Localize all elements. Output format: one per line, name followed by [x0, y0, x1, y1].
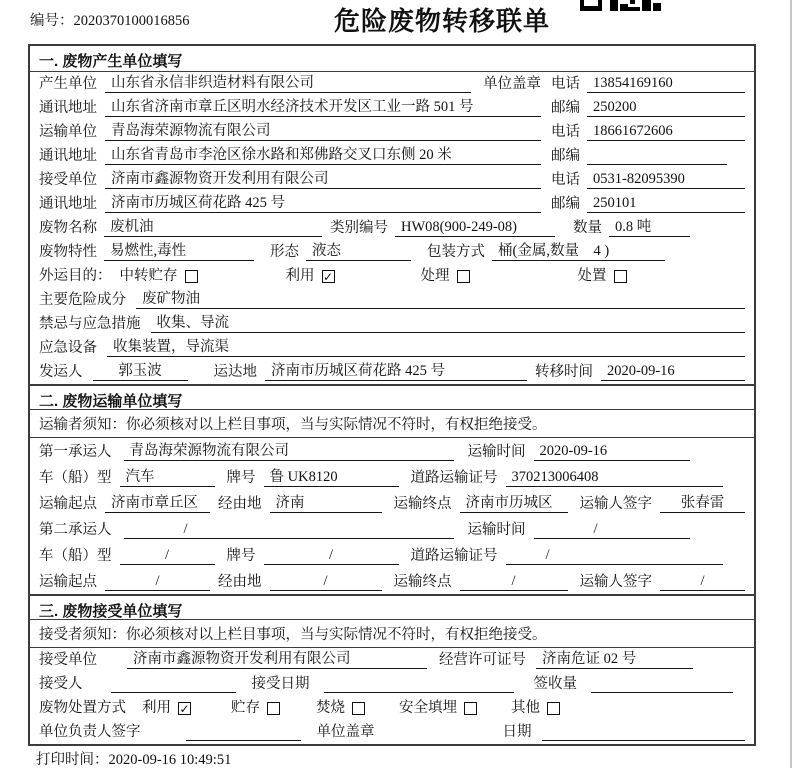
end2-value: / [460, 573, 568, 591]
section3-notice: 接受者须知：你必须核对以上栏目事项，当与实际情况不符时，有权拒绝接受。 [30, 620, 754, 648]
end2-label: 运输终点 [393, 574, 452, 590]
print-time [36, 748, 231, 769]
category-value: HW08(900-249-08) [395, 219, 555, 237]
disposal-option-incinerate: 焚烧 [316, 696, 365, 717]
sign1-value: 张春雷 [660, 491, 745, 513]
sign2-value: / [660, 573, 745, 591]
packaging-value: 桶(金属,数量 4 ) [492, 239, 665, 261]
form-value: 液态 [306, 239, 411, 261]
accept-person-label: 接受人 [39, 676, 83, 692]
quantity-label: 数量 [573, 220, 602, 236]
row-receiver-unit [30, 168, 754, 192]
row-responsible-sign [30, 720, 754, 744]
transfer-time-value: 2020-09-16 [601, 363, 745, 381]
checkbox-disposal-other [547, 702, 560, 715]
receiver-label: 接受单位 [39, 172, 97, 188]
disposal-option-landfill: 安全填埋 [399, 696, 477, 717]
responsible-sign-value [186, 740, 301, 741]
row-taboo-measures [30, 312, 754, 336]
checkbox-dispose [614, 270, 627, 283]
sign1-label: 运输人签字 [579, 496, 652, 512]
purpose-label: 外运目的： [39, 268, 112, 284]
carrier-value: 青岛海荣源物流有限公司 [105, 119, 541, 141]
row-producer-address [30, 96, 754, 120]
via1-value: 济南 [270, 491, 382, 513]
purpose-option-dispose: 处置 [578, 264, 627, 285]
row-route-1 [30, 490, 754, 516]
plate1-label: 牌号 [226, 470, 256, 486]
via2-value: / [270, 573, 382, 591]
qr-code-fragment [580, 0, 662, 11]
packaging-label: 包装方式 [427, 244, 485, 260]
carrier2-value: / [124, 521, 454, 539]
end1-label: 运输终点 [393, 496, 452, 512]
trait-value: 易燃性,毒性 [104, 239, 254, 261]
equipment-label: 应急设备 [39, 340, 97, 356]
manifest-table [28, 44, 756, 746]
phone3-value: 0531-82095390 [587, 171, 745, 189]
row-emergency-equipment [30, 336, 754, 360]
waste-name-value: 废机油 [104, 215, 322, 237]
row-producer [30, 72, 754, 96]
phone1-label: 电话 [551, 76, 580, 92]
plate2-label: 牌号 [226, 548, 256, 564]
sign2-label: 运输人签字 [579, 574, 652, 590]
vehicle1-value: 汽车 [120, 465, 215, 487]
disposal-label: 废物处置方式 [39, 700, 126, 716]
row-waste-trait [30, 240, 754, 264]
carrier-label: 运输单位 [39, 124, 97, 140]
plate1-value: 鲁 UK8120 [264, 465, 399, 487]
license-label: 经营许可证号 [439, 652, 526, 668]
hazard-label: 主要危险成分 [39, 292, 126, 308]
row-transport-unit [30, 120, 754, 144]
row-accept-unit [30, 648, 754, 672]
zip3-label: 邮编 [551, 196, 580, 212]
zip1-label: 邮编 [551, 100, 580, 116]
checkbox-disposal-store [267, 702, 280, 715]
addr1-label: 通讯地址 [39, 100, 97, 116]
row-transport-address [30, 144, 754, 168]
disposal-option-other: 其他 [511, 696, 560, 717]
plate2-value: / [264, 547, 399, 565]
checkbox-disposal-utilize-checked: ✓ [179, 702, 190, 716]
start1-label: 运输起点 [39, 496, 97, 512]
time2-label: 运输时间 [467, 522, 526, 538]
phone2-value: 18661672606 [587, 123, 745, 141]
road2-value: / [506, 547, 724, 565]
row-receiver-address [30, 192, 754, 216]
vehicle1-label: 车（船）型 [39, 470, 112, 486]
category-label: 类别编号 [330, 220, 388, 236]
section3-header: 三. 废物接受单位填写 [30, 594, 754, 620]
road1-value: 370213006408 [506, 469, 724, 487]
time1-label: 运输时间 [467, 444, 526, 460]
taboo-label: 禁忌与应急措施 [39, 316, 141, 332]
via1-label: 经由地 [218, 496, 262, 512]
section1-header: 一. 废物产生单位填写 [30, 46, 754, 72]
receiver-value: 济南市鑫源物资开发利用有限公司 [105, 167, 541, 189]
end1-value: 济南市历城区 [460, 491, 568, 513]
row-waste-name [30, 216, 754, 240]
section2-notice: 运输者须知：你必须核对以上栏目事项，当与实际情况不符时，有权拒绝接受。 [30, 410, 754, 438]
print-time-label: 打印时间： [36, 752, 109, 768]
accept-date-label: 接受日期 [251, 676, 310, 692]
print-time-value: 2020-09-16 10:49:51 [108, 752, 232, 768]
start1-value: 济南市章丘区 [105, 491, 210, 513]
date2-label: 日期 [502, 724, 532, 740]
dest-label: 运达地 [213, 364, 257, 380]
time2-value: / [534, 521, 691, 539]
addr3-label: 通讯地址 [39, 196, 97, 212]
quantity-value: 0.8 吨 [609, 215, 690, 237]
disposal-option-store: 贮存 [231, 696, 280, 717]
addr1-value: 山东省济南市章丘区明水经济技术开发区工业一路 501 号 [105, 95, 541, 117]
addr2-value: 山东省青岛市李沧区徐水路和郑佛路交叉口东侧 20 米 [105, 143, 541, 165]
carrier2-label: 第二承运人 [39, 522, 112, 538]
accept-unit-label: 接受单位 [39, 652, 97, 668]
serial-number: 2020370100016856 [73, 13, 190, 29]
checkbox-disposal-landfill [464, 702, 477, 715]
scan-page-edge [790, 0, 792, 768]
shipper-label: 发运人 [39, 364, 83, 380]
row-second-carrier [30, 516, 754, 542]
row-first-carrier [30, 438, 754, 464]
purpose-option-treat: 处理 [421, 264, 470, 285]
row-shipper [30, 360, 754, 384]
start2-label: 运输起点 [39, 574, 97, 590]
document-title: 危险废物转移联单 [333, 6, 550, 36]
checkbox-disposal-incinerate [352, 702, 365, 715]
row-disposal-method [30, 696, 754, 720]
row-route-2 [30, 568, 754, 594]
amount-value [591, 692, 733, 693]
trait-label: 废物特性 [39, 244, 97, 260]
purpose-option-utilize: 利用 ✓ [285, 268, 334, 284]
phone2-label: 电话 [551, 124, 580, 140]
transfer-time-label: 转移时间 [535, 364, 593, 380]
addr3-value: 济南市历城区荷花路 425 号 [105, 191, 541, 213]
accept-unit-value: 济南市鑫源物资开发利用有限公司 [127, 647, 427, 669]
phone1-value: 13854169160 [587, 75, 745, 93]
zip2-value [587, 164, 727, 165]
carrier1-value: 青岛海荣源物流有限公司 [124, 439, 454, 461]
checkbox-utilize-checked: ✓ [322, 270, 334, 284]
unit-seal2-label: 单位盖章 [316, 724, 375, 740]
phone3-label: 电话 [551, 172, 580, 188]
row-transfer-purpose [30, 264, 754, 288]
serial-label: 编号： [30, 13, 74, 29]
checkbox-treat [457, 270, 470, 283]
accept-date-value [324, 692, 514, 693]
row-vehicle-1 [30, 464, 754, 490]
producer-value: 山东省永信非织造材料有限公司 [105, 71, 471, 93]
vehicle2-label: 车（船）型 [39, 548, 112, 564]
accept-person-value [111, 692, 236, 693]
row-hazard-component [30, 288, 754, 312]
zip1-value: 250200 [587, 99, 745, 117]
amount-label: 签收量 [533, 676, 577, 692]
zip2-label: 邮编 [551, 148, 580, 164]
section2-header: 二. 废物运输单位填写 [30, 384, 754, 410]
carrier1-label: 第一承运人 [39, 444, 112, 460]
taboo-value: 收集、导流 [151, 311, 746, 333]
date2-value [542, 740, 746, 741]
start2-value: / [105, 573, 210, 591]
hazard-value: 废矿物油 [136, 287, 745, 309]
via2-label: 经由地 [218, 574, 262, 590]
disposal-option-utilize: 利用 ✓ [142, 700, 190, 716]
row-accept-person [30, 672, 754, 696]
purpose-option-storage: 中转贮存 [120, 264, 198, 285]
unit-seal-label: 单位盖章 [483, 76, 541, 92]
addr2-label: 通讯地址 [39, 148, 97, 164]
producer-label: 产生单位 [39, 76, 97, 92]
license-value: 济南危证 02 号 [536, 647, 693, 669]
waste-name-label: 废物名称 [39, 220, 97, 236]
dest-value: 济南市历城区荷花路 425 号 [265, 359, 527, 381]
zip3-value: 250101 [587, 195, 745, 213]
road2-label: 道路运输证号 [410, 548, 498, 564]
responsible-sign-label: 单位负责人签字 [39, 724, 141, 740]
road1-label: 道路运输证号 [410, 470, 498, 486]
form-label: 形态 [270, 244, 299, 260]
shipper-value: 郭玉波 [93, 359, 188, 381]
checkbox-storage [185, 270, 198, 283]
vehicle2-value: / [120, 547, 215, 565]
equipment-value: 收集装置，导流渠 [107, 335, 745, 357]
row-vehicle-2 [30, 542, 754, 568]
time1-value: 2020-09-16 [534, 443, 691, 461]
